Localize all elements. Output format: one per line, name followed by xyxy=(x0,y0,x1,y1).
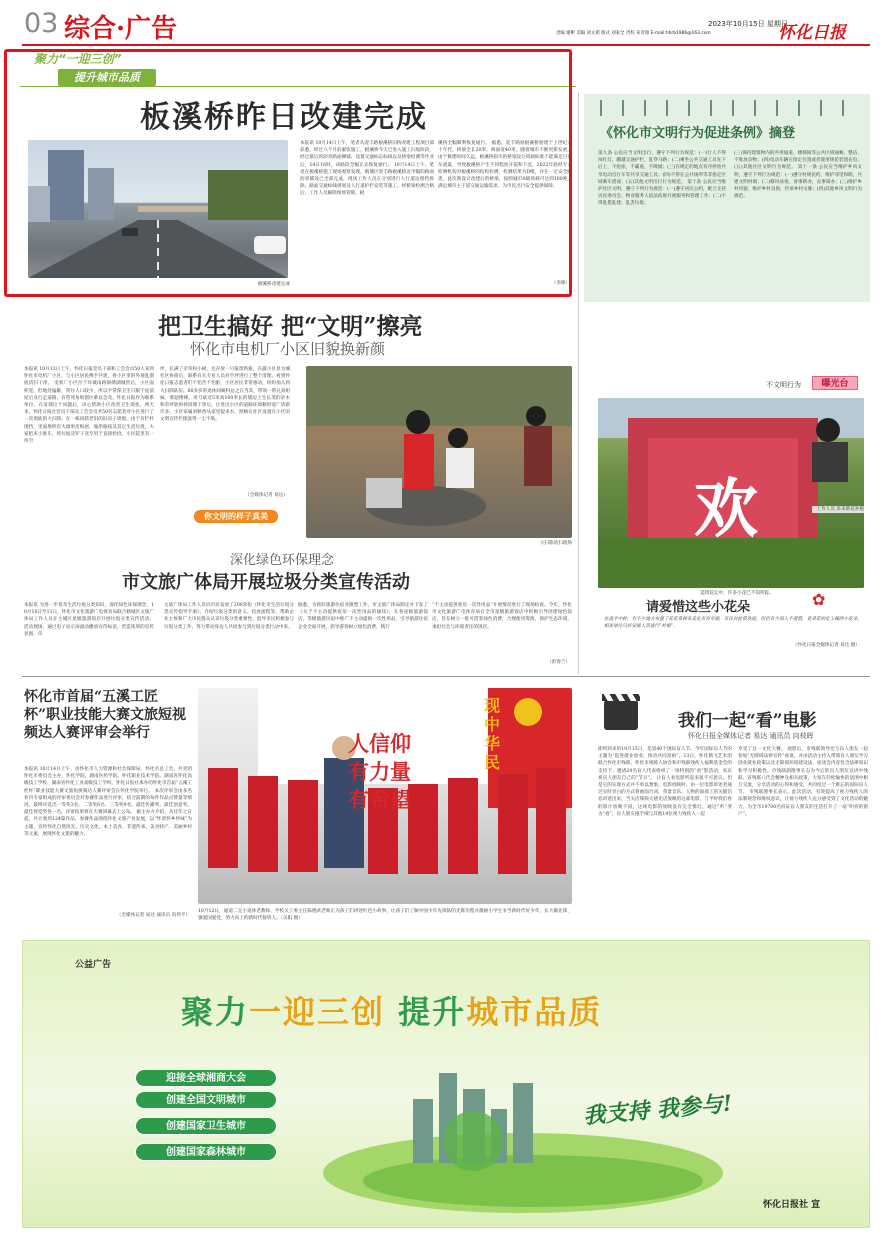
display-sign-line: 有力量 xyxy=(348,760,411,784)
article-author: （全媒体记者 易达 通讯员 向伟平） xyxy=(116,913,190,918)
ad-headline xyxy=(181,987,602,1033)
article-body: 在进平中转，有不少地方布置了花花草树来美化市容市貌，市民对此很欢迎，但仍有少部人不爱惜，竟采花的化工摘的小花朵，相见单位只好安排人员进行“补植”。 xyxy=(604,617,862,630)
regulation-body: 第九条 公民应当文明出行，遵守下列行为规范：(一)行人不得闯红灯，翻越交通护栏，乱穿马路；(二)乘坐公共交通工具先下后上，不抢座，不霸座，不吸烟；(三)在规定的地点有序停放共享电动自行车等共享交通工具；(四)不得在公共场所等非指定区域乘车搭座；(五)其他文明出行行为规范。 第十条 公民应当维护社区文明，遵守下列行为规范：(一)遵守居民公约，配合支持居民委员会、物业服务人依法依规开展服务和管理工作；(二)不得乱搭乱建、乱丢垃圾； xyxy=(598,151,726,207)
ad-item: 迎接全球湘商大会 xyxy=(135,1069,277,1087)
bridge-caption: 板溪桥改建完成 xyxy=(257,282,290,287)
highlight-frame xyxy=(4,49,572,297)
film-clapper-icon xyxy=(604,700,638,730)
article-author: （彭春兰） xyxy=(547,660,570,665)
public-ad xyxy=(22,940,870,1228)
article-body: 文旅广体局工作人员向市民发放了200余份《怀化市生活垃圾分类宣传指导手册》，介绍垃圾分类的意义、投放流程等，帮助企业主体和广大市民群众认识垃圾分类重要性，倡导市民积极参与垃圾分类工作。努力带动身边人共同参与到垃圾分类行动中来。 xyxy=(164,603,294,630)
banner-label: 聚力“一迎三创” xyxy=(34,52,122,66)
cleanup-photo xyxy=(306,366,572,538)
flowerbed-photo xyxy=(598,398,864,588)
ad-slogan: 我支持 我参与! xyxy=(582,1090,734,1130)
flower-icon: ✿ xyxy=(812,590,826,609)
article-title: 把卫生搞好 把“文明”擦亮 xyxy=(158,313,423,340)
sidebar-rule xyxy=(578,92,579,674)
ad-headline-part: 聚力 xyxy=(181,993,250,1031)
article-title: 板溪桥昨日改建完成 xyxy=(140,100,428,135)
article-body: 溪桥全幅顺利恢复通行。 据悉，迎丰路原板溪桥始建于上世纪八十年代，桥梁全长20米，桥面宽40米，随着城市不断更新发展，由于修建时间久远，板溪桥损失的桥梁设计荷载标准不能满足目前车流量，导致板溪桥产生不同程度开裂和下沉。2022年底经专业检测机构对板溪桥的结构检测，检测结果为D级，存在一定安全隐患。此次新设计改建后的桥梁，按照城市A级荷载可达到100吨，满足城市主干道交通运输需求，为市民出行安全提供保障。 xyxy=(438,141,572,190)
ad-item: 创建国家森林城市 xyxy=(135,1143,277,1161)
article-body: 即将到来的10月15日，是第40个国际盲人节。今年国际盲人节的主题为“促进就业创业，推动共同富裕”。13日，怀化鹤飞艺术团联合怀化市残联、怀化市视障人协会和市残联残疾人福利基金会的支持下，邀请20名盲人代表组织了一场特别的“看”影活动，来庆祝盲人朋友自己的“节日”。 让盲人看电影听起来很不可思议，但是它的实现方式并不单以想象。电影放映时，由一位电影讲述者通过实时旁白的方式将画面台词，背景音乐、人物的面部上的关键信息讲述出来，当关店频频大感光店放映的这部电影，与平时我们看的影片放映不同，这场电影的放映没有完全像灯，通过“听”变为“看”，盲人朋友拖手细与其他19位视力残疾人一起 xyxy=(598,747,732,817)
binder-rings xyxy=(600,100,860,116)
film-clapper-stripe xyxy=(602,694,640,701)
person-caption: 工作人员 采来新花补植 xyxy=(812,506,864,513)
display-sign-line: 有希望 xyxy=(348,788,411,812)
banner-tag: 提升城市品质 xyxy=(58,69,156,86)
flowerbed-sign: 欢 xyxy=(694,472,758,547)
article-subtitle: 深化绿色环保理念 xyxy=(230,553,335,568)
regulation-body: (三)保持建筑物内的共用通道，楼梯间等公共区域通畅、整洁，不堆放杂物；(四)电动车辆在指定位置或者使用规范装置充电；(五)其他社区文明行为规范。 第十一条 公民应当维护乡风文明，遵守下列行为规范：(一)遵守村规民约，维护邻里和睦，共建文明村镇；(二)移风易俗，喜事新办，丧事简办；(三)维护乡村风貌、维护乡村良俗，传承乡村文脉；(四)其他乡风文明行为规范。 xyxy=(734,151,862,200)
article-author: （李源） xyxy=(551,281,570,286)
students-photo xyxy=(198,688,572,904)
photo-caption: 10月12日，通道二完小退休老教师、学校关工委主任陈德武老师正为孩子们讲述红色小故事，让孩子们了解中国少年先锋队的光辉历程并激励小学生争当新时代好少年，长大做先锋，强爱国爱党，努力向上的新时代接班人。（吴阳 摄） xyxy=(198,909,572,922)
exposure-label: 不文明行为 xyxy=(766,381,801,389)
page-number: 03 xyxy=(24,8,59,39)
article-body: 本报讯 10月14日上午，由怀化市人力资源和社会保障局、怀化市总工会、共青团怀化市委员会主办，怀化学院、湖南医药学院、怀化职业技术学院、湖南省怀化高级技工学校、湖南省怀化工业高级技工学校、怀化日报社承办的怀化市首届“五溪工匠杯”职业技能大赛文旅短视频达人赛评审会在怀化学院举行。 本次评审会由多名业内专家组成的评审委员会对参赛作品进行评审，结合前期的每件作品点赞量等情况，最终评选出一等奖3名、二等奖6名、三等奖9名，最佳传播奖、最佳创意奖、最佳视觉奖各一名，评审结果将在大赛闭幕式上公布。 据主办方介绍，从往年之日起，共计收到124篇作品，参赛作品围绕怀化文旅产业发展，以“怀景怀乡怀味”为主题，宣传怀化自然风光、历史文化、本土美食、非遗传承、美食特产、美丽乡村等元素，展现怀化文旅的魅力。 xyxy=(24,767,192,837)
article-author: （全媒体记者 易达） xyxy=(245,493,288,498)
ad-label: 公益广告 xyxy=(75,960,112,970)
ad-sun xyxy=(467,981,527,991)
header-rule xyxy=(22,44,870,46)
article-author: （怀化日报全媒体记者 易达 摄） xyxy=(792,643,860,648)
ad-headline-part: 提升 xyxy=(398,993,467,1031)
article-body: 本报讯 10月14日上午，笔者从迎丰路板溪桥旧桥改建工程项目部获悉，经过六个月的紧张施工，板溪桥今天已进入施工扫尾阶段，经过最后的沥青路面摊铺、设置交通标志标线以及桥梁检测等作业后，14日16时，该路段全幅正式恢复通行。 10月14日上午，笔者在板溪桥施工现场观察发现，鹤城区迎丰路板溪桥北半幅的路面沥青铺设已全部完成，现场工作人员正分别进行人行道边围档拆除、路面交通标线规划及人行道护栏安装等施工。经桥梁检测合格后，工作人员解除现场管制，板 xyxy=(300,141,434,197)
article-subtitle: 怀化市电机厂小区旧貌换新颜 xyxy=(190,340,386,358)
ad-headline-part: 城市品质 xyxy=(466,993,603,1031)
flag-banner-text: 现中华民 xyxy=(484,696,501,772)
ad-item: 创建全国文明城市 xyxy=(135,1091,277,1109)
regulation-title: 《怀化市文明行为促进条例》摘登 xyxy=(600,126,796,141)
exposure-badge: 曝光台 xyxy=(812,376,858,390)
article-title: 我们一起“看”电影 xyxy=(678,711,817,731)
display-sign-line: 人信仰 xyxy=(348,732,411,756)
section-rule xyxy=(22,676,870,677)
ad-sponsor: 怀化日报社 宣 xyxy=(763,1200,821,1210)
article-title: 怀化市首届“五溪工匠杯”职业技能大赛文旅短视频达人赛评审会举行 xyxy=(24,689,187,741)
article-body: 本报讯 为进一步普及生活垃圾分类知识，深化绿色环保理念，10月10日至11日，怀化市文化旅游广电体育局联合鹤城区文旅广体局工作人员在主城区星级旅游饭店开展垃圾分类宣传活动。 活动现场，通过电子显示屏滚动播放宣传标语，营造浓厚的宣传氛围。市 xyxy=(24,603,154,637)
article-body: “不主动提供客房一次性用品”开展情况进行了现场检查。今年，怀化市文化旅游广电体育局在全市星级旅游饭店中积极引导创建绿色饭店，旨在树立一批可借鉴绿色消费，合理使用资源，保护生态环境，承担社会与环境责任的饭店。 xyxy=(432,603,572,630)
article-body: 据悉，为抓好旅游住宿业限塑工作，市文旅广体局制定并下发了《关于不主动提供客房一次性用品的通知》，在各星级旅游饭店，等级旅游民宿中推广不主动提供一次性用品，引导旅游住宿企业全面开展，倡导游客树立绿色消费，践行 xyxy=(298,603,428,630)
article-title: 请爱惜这些小花朵 xyxy=(646,600,751,615)
article-title: 市文旅广体局开展垃圾分类宣传活动 xyxy=(122,572,410,593)
article-byline: 怀化日报全媒体记者 易达 通讯员 向枝晖 xyxy=(688,732,814,740)
city-leaf-illustration xyxy=(323,1053,743,1223)
ad-item: 创建国家卫生城市 xyxy=(135,1117,277,1135)
photo-caption: 造境花坛中，许多小花已不知所踪。 xyxy=(700,591,774,596)
ad-headline-part: 一迎三创 xyxy=(249,993,386,1031)
article-body: 享受了这一文化大餐。 观影后，市残联领导还与盲人朋友一起参加“无障碍法律宣传”座谈，并由活动主持人带领盲人朋友学习创业就业政策以及无障碍环境建设法，座谈会内容包含法律知识和学习积极性。市残联副理事长志为今后的盲人朋友宣讲中残联、省残联八代会精神及相关政策，大家在轻松愉快的氛围中相互交流，分享活动的心得和感受，共同度过一个难忘的国际盲人节。 市残联理事长表示，此次活动，有效提高了视力残疾人的法制观念和维权意识，让视力残疾人充分感受到了文化活动的魅力。为全市19700名持证盲人朋友的生活打开了一扇“明亮的窗户”。 xyxy=(738,747,868,817)
masthead-logo: 怀化日报 xyxy=(778,23,846,43)
article-body: 本报讯 10月13日上午，怀化日报党员干部和工会会员50人来到怀化市电机厂小区，与小区居民携手共建，将小区里的外观乱彻底清扫干净。 电机厂小区位于环城南路锦绣湖城管后，小区面积宽，但地处偏僻，常住人口较少，所以平常保卫生只限于屋前屋后及行走道路，有些死角和窗区难以会及。怀化日报作为联系单位，在发现这个问题后，决心帮助小区改善卫生现状，两天来，怀化日报社党员干部及工会会员共50名志愿者对小区进行了一次彻底的大扫除。在一栋同辖老旧的旧房子周围，由于有栏杆围挡，里面堆积有大量果皮纸屑，瓶串瓶枝及其它生活垃圾，大家把来小推车，将垃圾及铲子送至用于直接检拾。小区院里有一块空 xyxy=(24,367,154,445)
column-tag: 你文明的样子真美 xyxy=(194,510,278,523)
header-date: 2023年10月15日 星期日 xyxy=(708,20,788,28)
section-title: 综合·广告 xyxy=(64,14,178,44)
article-body: 坪，长满了杂草和小树，还存放一只报废铁瓶，在露小区显为城社区协商后，联系有关专业人员对空坪进行了整个清理，看到怀化日报志愿者们不怕苦不怕脏，小区居民非常感动，纷纷加入到大扫除队伍。60多岁的退休同姨科总之在当其，带领一帮兄弟姐妹，菜超楼梯，用刀砍近5米高100米长的墙边上生长茂的杂木和草坪软拆掉清理干净后，让进出小区的道路环境顿时宽广清新许多。小区家属刘秋香从家里提来水，照顾在社区设置在小区的文明宣传栏擦洗得一尘不染。 xyxy=(160,367,290,423)
photo-caption: 大扫除清扫现场 xyxy=(539,541,572,546)
header-editors: 责编 谢彬 美编 刘文祺 版式 刘泰全 责校 朱奇甜 E-mail:hhrb1986@163.com xyxy=(556,31,711,36)
cleanup-illustration xyxy=(306,366,572,538)
